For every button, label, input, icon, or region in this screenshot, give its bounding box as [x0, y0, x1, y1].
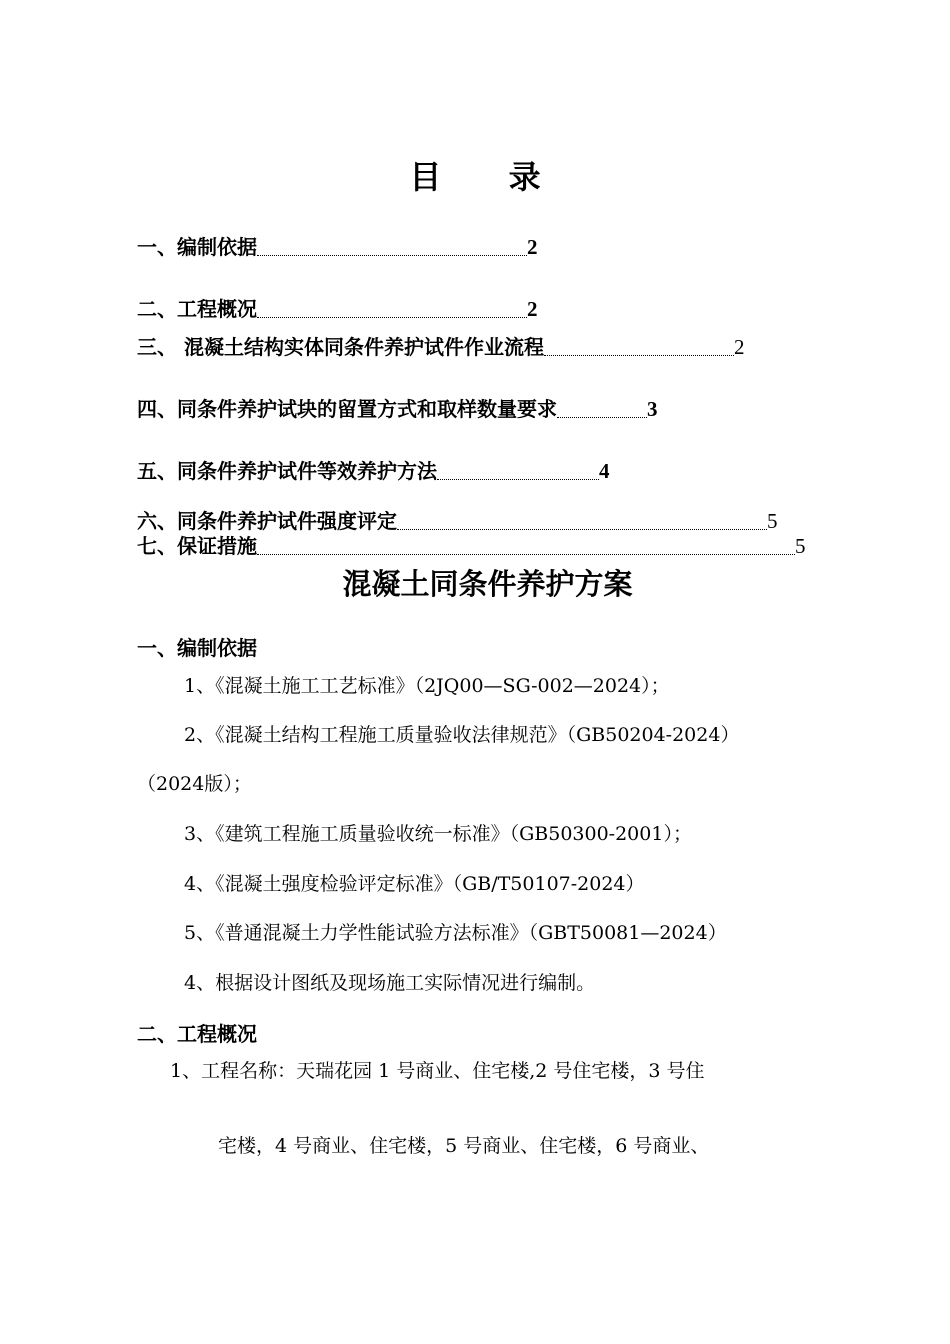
- toc-item-label: 六、同条件养护试件强度评定: [137, 509, 397, 533]
- toc-leader: [557, 417, 647, 418]
- basis-line: 4、《混凝土强度检验评定标准》（GB/T50107-2024）: [184, 873, 645, 895]
- overview-line: 宅楼，4 号商业、住宅楼，5 号商业、住宅楼，6 号商业、: [218, 1135, 710, 1157]
- section-heading: 一、编制依据: [137, 636, 257, 660]
- basis-line: 3、《建筑工程施工质量验收统一标准》（GB50300-2001）；: [184, 823, 692, 845]
- toc-leader: [257, 317, 527, 318]
- basis-line: （2024版）；: [137, 773, 252, 795]
- toc-item-label: 一、编制依据: [137, 235, 257, 259]
- toc-leader: [544, 355, 734, 356]
- section-heading: 二、工程概况: [137, 1022, 257, 1046]
- toc-item-label: 三、 混凝土结构实体同条件养护试件作业流程: [137, 335, 544, 359]
- basis-line: 5、《普通混凝土力学性能试验方法标准》（GBT50081—2024）: [184, 922, 727, 944]
- toc-item-page: 5: [795, 534, 806, 558]
- toc-item[interactable]: [137, 533, 806, 559]
- toc-leader: [257, 255, 527, 256]
- toc-item-label: 五、同条件养护试件等效养护方法: [137, 459, 437, 483]
- basis-line: 1、《混凝土施工工艺标准》（2JQ00—SG-002—2024）；: [184, 675, 670, 697]
- toc-item-page: 2: [527, 235, 538, 259]
- toc-item[interactable]: [137, 396, 658, 422]
- toc-item[interactable]: [137, 296, 538, 322]
- toc-item-label: 二、工程概况: [137, 297, 257, 321]
- toc-item-label: 四、同条件养护试块的留置方式和取样数量要求: [137, 397, 557, 421]
- toc-item-label: 七、保证措施: [137, 534, 257, 558]
- toc-item-page: 2: [733, 335, 745, 359]
- toc-leader: [437, 479, 599, 480]
- toc-item-page: 3: [647, 397, 658, 421]
- toc-leader: [257, 554, 795, 555]
- toc-item-page: 4: [599, 459, 610, 483]
- basis-line: 2、《混凝土结构工程施工质量验收法律规范》（GB50204-2024）: [184, 724, 740, 746]
- toc-item[interactable]: [137, 458, 610, 484]
- toc-title: 目 录: [409, 158, 569, 196]
- toc-item-page: 2: [527, 297, 538, 321]
- toc-leader: [397, 529, 767, 530]
- toc-item[interactable]: [137, 334, 744, 360]
- document-title: 混凝土同条件养护方案: [342, 567, 633, 601]
- toc-item-page: 5: [767, 509, 778, 533]
- basis-line: 4、根据设计图纸及现场施工实际情况进行编制。: [184, 972, 596, 994]
- overview-line: 1、工程名称：天瑞花园 1 号商业、住宅楼,2 号住宅楼，3 号住: [170, 1060, 705, 1082]
- toc-item[interactable]: [137, 234, 538, 260]
